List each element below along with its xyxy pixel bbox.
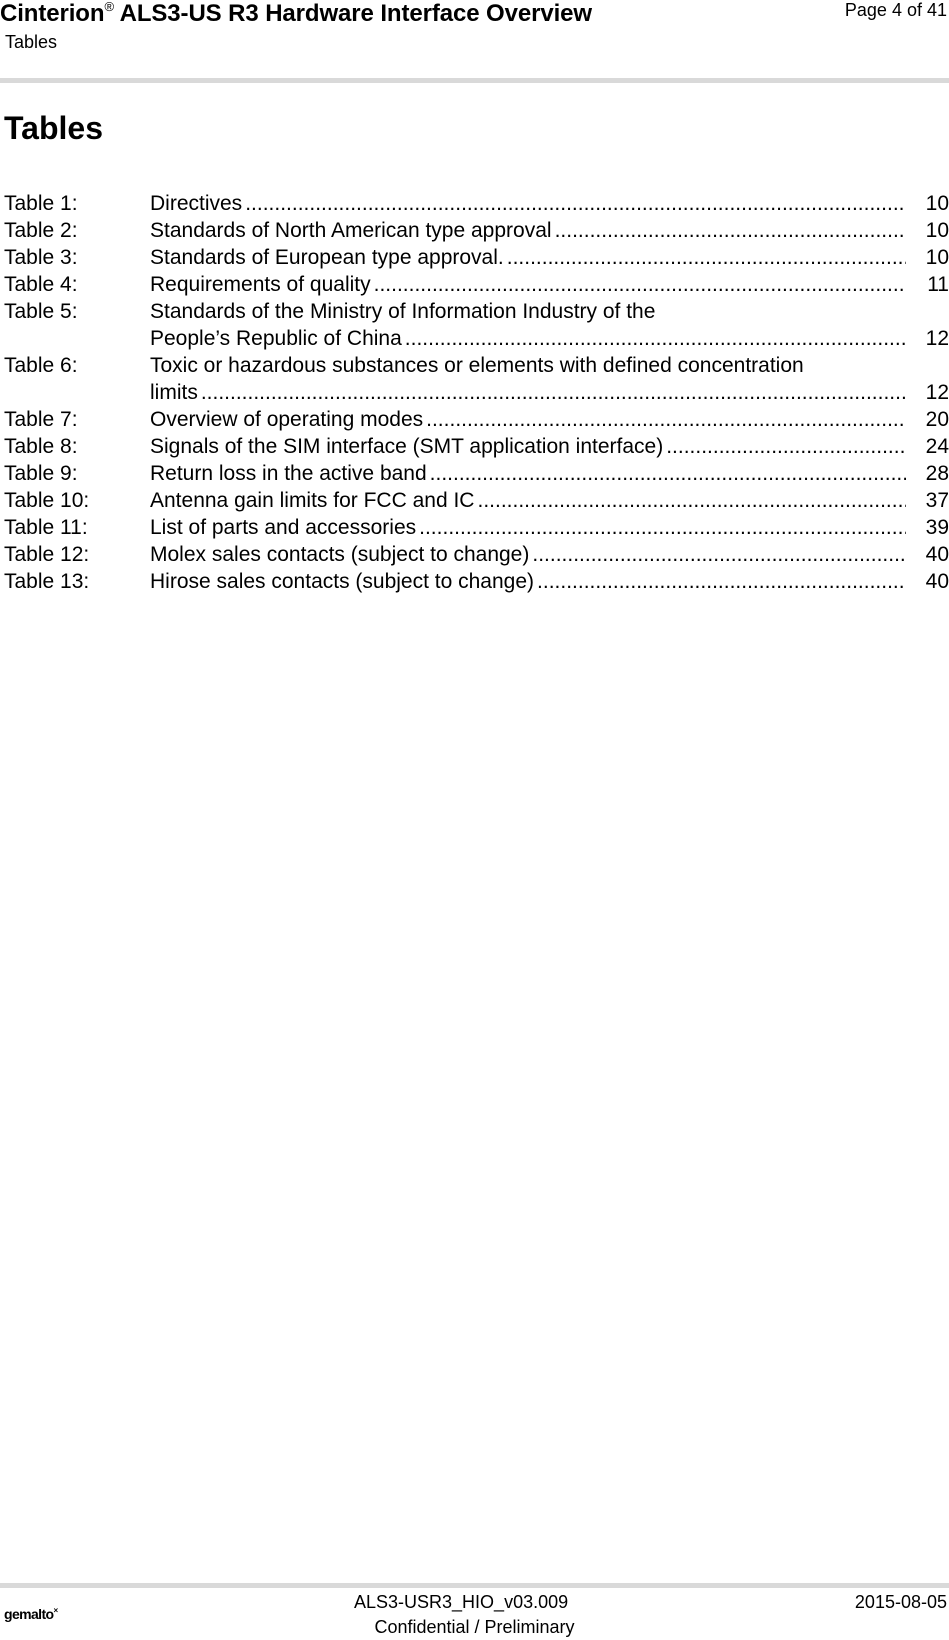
toc-entry[interactable]: [0, 190, 949, 217]
toc-entry-page: 40: [925, 570, 949, 593]
toc-entry-title: Signals of the SIM interface (SMT application interface): [150, 435, 664, 458]
toc-entry-title: Overview of operating modes: [150, 408, 424, 431]
toc-entry[interactable]: [0, 352, 949, 406]
toc-entry-number: Table 11:: [4, 516, 88, 539]
toc-entry-number: Table 13:: [4, 570, 90, 593]
product-title: ALS3-US R3 Hardware Interface Overview: [113, 0, 592, 27]
document-id: ALS3-USR3_HIO_v03.009: [354, 1592, 569, 1612]
toc-entry-title-line: Toxic or hazardous substances or elements with defined concentration: [150, 354, 804, 377]
toc-entry-page: 24: [925, 435, 949, 458]
toc-entry[interactable]: [0, 514, 949, 541]
dot-leader: [507, 244, 906, 271]
registered-mark: ®: [104, 0, 114, 14]
toc-entry-number: Table 4:: [4, 273, 78, 296]
dot-leader: [477, 487, 906, 514]
list-of-tables: [0, 190, 949, 595]
dot-leader: [430, 460, 906, 487]
toc-entry-title: Return loss in the active band: [150, 462, 427, 485]
toc-entry[interactable]: [0, 460, 949, 487]
confidentiality-note: Confidential / Preliminary: [374, 1617, 575, 1637]
toc-entry-page: 28: [925, 462, 949, 485]
page-number: Page 4 of 41: [844, 0, 947, 20]
toc-entry-title: People’s Republic of China: [150, 327, 402, 350]
section-heading: Tables: [4, 110, 103, 146]
document-title: [0, 0, 592, 28]
toc-entry-title: Hirose sales contacts (subject to change): [150, 570, 535, 593]
toc-entry[interactable]: [0, 298, 949, 352]
toc-entry-number: Table 10:: [4, 489, 90, 512]
dot-leader: [405, 325, 906, 352]
logo-text: gemalto: [4, 1606, 54, 1622]
toc-entry[interactable]: [0, 217, 949, 244]
toc-entry-page: 12: [925, 381, 949, 404]
dot-leader: [666, 433, 906, 460]
toc-entry-page: 11: [927, 273, 949, 296]
toc-entry-title: Requirements of quality: [150, 273, 371, 296]
dot-leader: [426, 406, 906, 433]
toc-entry-number: Table 1:: [4, 192, 78, 215]
toc-entry-page: 20: [925, 408, 949, 431]
logo-mark: ×: [53, 1606, 58, 1615]
toc-entry-title: Standards of European type approval.: [150, 246, 504, 269]
toc-entry-page: 10: [925, 219, 949, 242]
toc-entry-page: 39: [925, 516, 949, 539]
header-divider: [0, 78, 949, 83]
toc-entry[interactable]: [0, 244, 949, 271]
toc-entry-number: Table 2:: [4, 219, 78, 242]
dot-leader: [537, 568, 906, 595]
toc-entry-title: limits: [150, 381, 198, 404]
toc-entry-number: Table 8:: [4, 435, 78, 458]
toc-entry-title: Molex sales contacts (subject to change): [150, 543, 530, 566]
dot-leader: [532, 541, 906, 568]
toc-entry-number: Table 9:: [4, 462, 78, 485]
toc-entry-page: 10: [925, 192, 949, 215]
toc-entry[interactable]: [0, 568, 949, 595]
toc-entry-page: 40: [925, 543, 949, 566]
brand-name: Cinterion: [0, 0, 105, 27]
toc-entry[interactable]: [0, 487, 949, 514]
dot-leader: [374, 271, 906, 298]
dot-leader: [201, 379, 906, 406]
toc-entry-number: Table 7:: [4, 408, 78, 431]
toc-entry-title-line: Standards of the Ministry of Information Industry of the: [150, 300, 656, 323]
toc-entry[interactable]: [0, 541, 949, 568]
running-section-name: Tables: [5, 32, 58, 52]
dot-leader: [245, 190, 906, 217]
toc-entry-number: Table 6:: [4, 354, 78, 377]
toc-entry[interactable]: [0, 406, 949, 433]
toc-entry[interactable]: [0, 271, 949, 298]
toc-entry-page: 37: [925, 489, 949, 512]
toc-entry-number: Table 12:: [4, 543, 90, 566]
dot-leader: [555, 217, 906, 244]
toc-entry-title: Directives: [150, 192, 243, 215]
toc-entry-number: Table 5:: [4, 300, 78, 323]
toc-entry-page: 12: [925, 327, 949, 350]
document-date: 2015-08-05: [854, 1592, 947, 1612]
dot-leader: [419, 514, 906, 541]
toc-entry-page: 10: [925, 246, 949, 269]
toc-entry-title: List of parts and accessories: [150, 516, 417, 539]
toc-entry-number: Table 3:: [4, 246, 78, 269]
toc-entry-title: Standards of North American type approval: [150, 219, 552, 242]
footer-divider: [0, 1583, 949, 1588]
toc-entry[interactable]: [0, 433, 949, 460]
toc-entry-title: Antenna gain limits for FCC and IC: [150, 489, 475, 512]
